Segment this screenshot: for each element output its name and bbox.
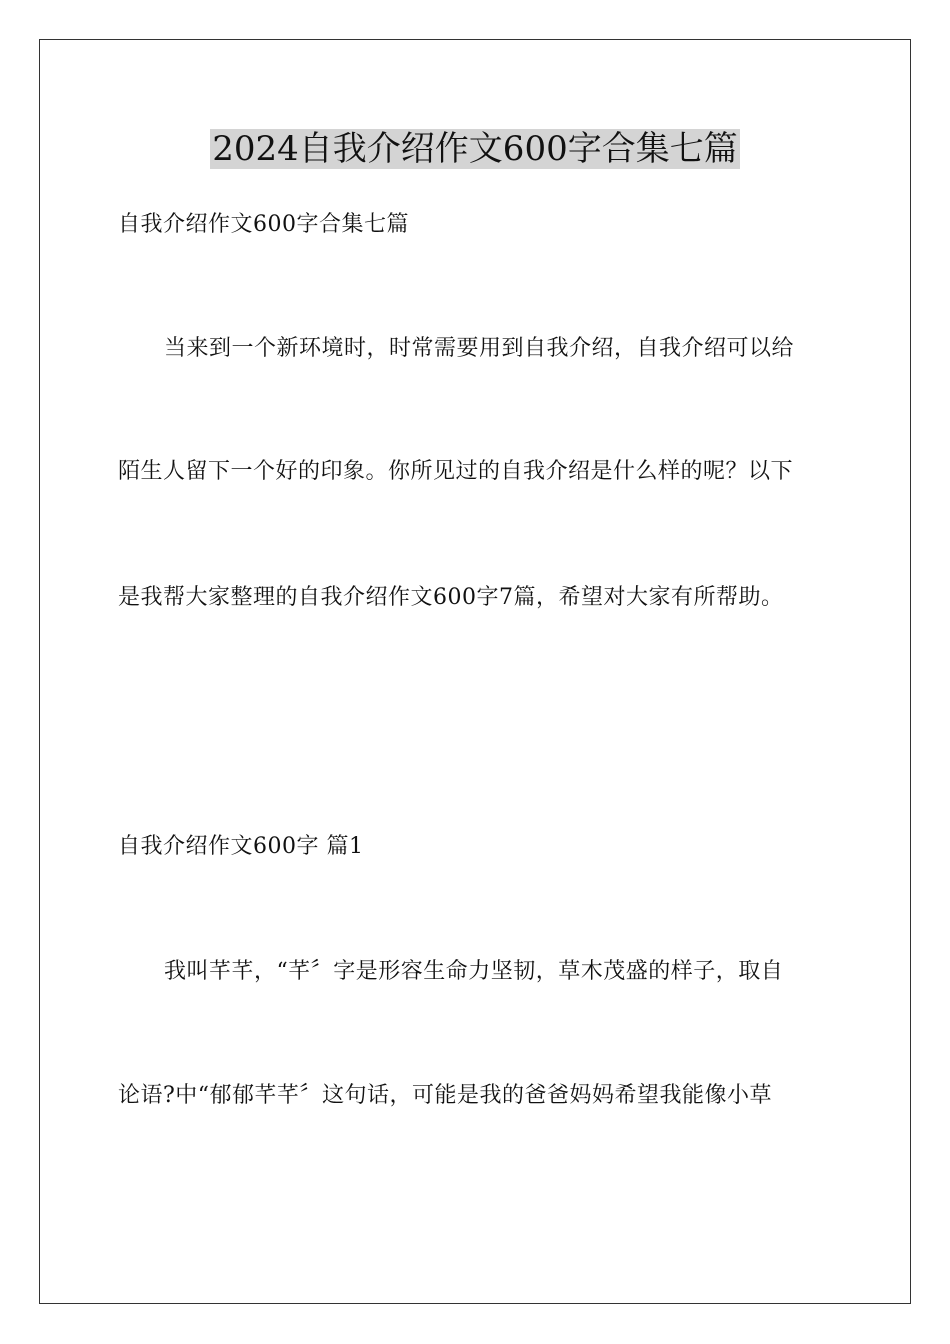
document-title-text: 2024自我介绍作文600字合集七篇: [212, 129, 738, 169]
document-subtitle: 自我介绍作文600字合集七篇: [118, 212, 409, 237]
intro-line-2: 陌生人留下一个好的印象。你所见过的自我介绍是什么样的呢？以下: [118, 459, 794, 484]
section-heading: 自我介绍作文600字 篇1: [118, 834, 364, 859]
body-line-1: 我叫芊芊，“芊〞字是形容生命力坚韧，草木茂盛的样子，取自: [164, 959, 784, 984]
document-title: [0, 126, 950, 172]
body-line-2: 论语?中“郁郁芊芊〞这句话，可能是我的爸爸妈妈希望我能像小草: [118, 1083, 773, 1108]
intro-line-1: 当来到一个新环境时，时常需要用到自我介绍，自我介绍可以给: [164, 336, 795, 361]
intro-line-3: 是我帮大家整理的自我介绍作文600字7篇，希望对大家有所帮助。: [118, 585, 784, 610]
